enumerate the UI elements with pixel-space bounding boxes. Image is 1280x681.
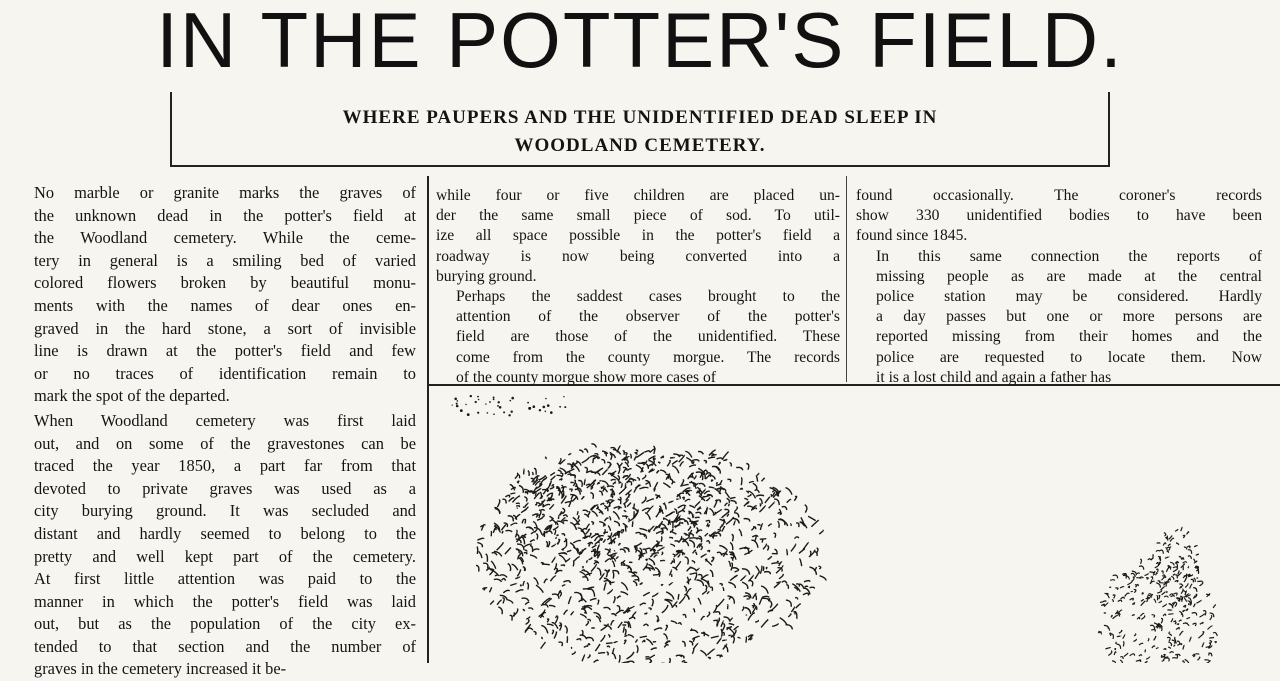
paragraph — [14, 182, 416, 408]
subheadline — [172, 104, 1108, 160]
text-line: come from the county morgue. The records — [456, 348, 840, 366]
text-line: or no traces of identification remain to — [34, 363, 416, 383]
text-line: roadway is now being converted into a — [436, 247, 840, 265]
text-line: When Woodland cemetery was first laid — [34, 410, 416, 430]
text-line: while four or five children are placed un- — [436, 187, 840, 204]
paragraph — [436, 186, 840, 287]
text-line: the unknown dead in the potter's field at — [34, 205, 416, 225]
text-line: found occasionally. The coroner's records — [856, 187, 1262, 204]
text-line: city burying ground. It was secluded and — [34, 501, 416, 521]
text-line: pretty and well kept part of the cemetery. — [34, 546, 416, 566]
text-line: tended to that section and the number of — [34, 636, 416, 656]
text-line: graves in the cemetery increased it be- — [34, 659, 287, 679]
subheadline-box — [170, 92, 1110, 167]
text-line: show 330 unidentified bodies to have been — [856, 207, 1262, 225]
article-column-1 — [14, 182, 416, 681]
text-line: attention of the observer of the potter's — [456, 308, 840, 326]
text-line: police are requested to locate them. Now — [876, 348, 1262, 366]
text-line: Perhaps the saddest cases brought to the — [456, 288, 840, 306]
text-line: traced the year 1850, a part far from that — [34, 456, 416, 476]
text-line: No marble or granite marks the graves of — [34, 183, 416, 202]
left-tree-foliage — [476, 444, 826, 663]
text-line: found since 1845. — [856, 227, 968, 245]
column-divider-2 — [846, 176, 847, 382]
text-line: tery in general is a smiling bed of varied — [34, 250, 416, 270]
text-line: out, but as the population of the city ex- — [34, 614, 416, 634]
paragraph — [14, 410, 416, 681]
text-line: mark the spot of the departed. — [34, 386, 230, 406]
text-line: it is a lost child and again a father has — [876, 368, 1112, 386]
text-line: manner in which the potter's field was laid — [34, 591, 416, 611]
text-line: In this same connection the reports of — [876, 247, 1262, 265]
text-line: At first little attention was paid to the — [34, 569, 416, 589]
subheadline-line-1: WHERE PAUPERS AND THE UNIDENTIFIED DEAD SLEEP IN — [342, 107, 938, 128]
article-column-3 — [856, 186, 1262, 388]
subheadline-line-2: WOODLAND CEMETERY. — [514, 135, 766, 156]
text-line: ments with the names of dear ones en- — [34, 295, 416, 315]
text-line: field are those of the unidentified. These — [456, 328, 840, 346]
text-line: missing people as are made at the central — [876, 267, 1262, 285]
text-line: graved in the hard stone, a sort of invisible — [34, 318, 416, 338]
text-line: ize all space possible in the potter's field a — [436, 227, 840, 245]
text-line: a day passes but one or more persons are — [876, 308, 1262, 326]
text-line: police station may be considered. Hardly — [876, 288, 1262, 306]
paragraph — [856, 247, 1262, 388]
text-line: colored flowers broken by beautiful monu- — [34, 273, 416, 293]
article-column-2 — [436, 186, 840, 388]
paragraph — [856, 186, 1262, 247]
text-line: of the county morgue show more cases of — [456, 368, 716, 386]
text-line: devoted to private graves was used as a — [34, 478, 416, 498]
text-line: burying ground. — [436, 267, 537, 285]
page-headline: IN THE POTTER'S FIELD. — [156, 0, 1124, 78]
text-line: reported missing from their homes and the — [876, 328, 1262, 346]
text-line: distant and hardly seemed to belong to the — [34, 523, 416, 543]
cemetery-trees-illustration-icon — [429, 386, 1280, 663]
right-tree-foliage — [1098, 527, 1217, 663]
ground-specks — [452, 395, 567, 417]
text-line: der the same small piece of sod. To util- — [436, 207, 840, 225]
text-line: the Woodland cemetery. While the ceme- — [34, 228, 416, 248]
text-line: line is drawn at the potter's field and few — [34, 341, 416, 361]
text-line: out, and on some of the gravestones can be — [34, 433, 416, 453]
paragraph — [436, 287, 840, 388]
